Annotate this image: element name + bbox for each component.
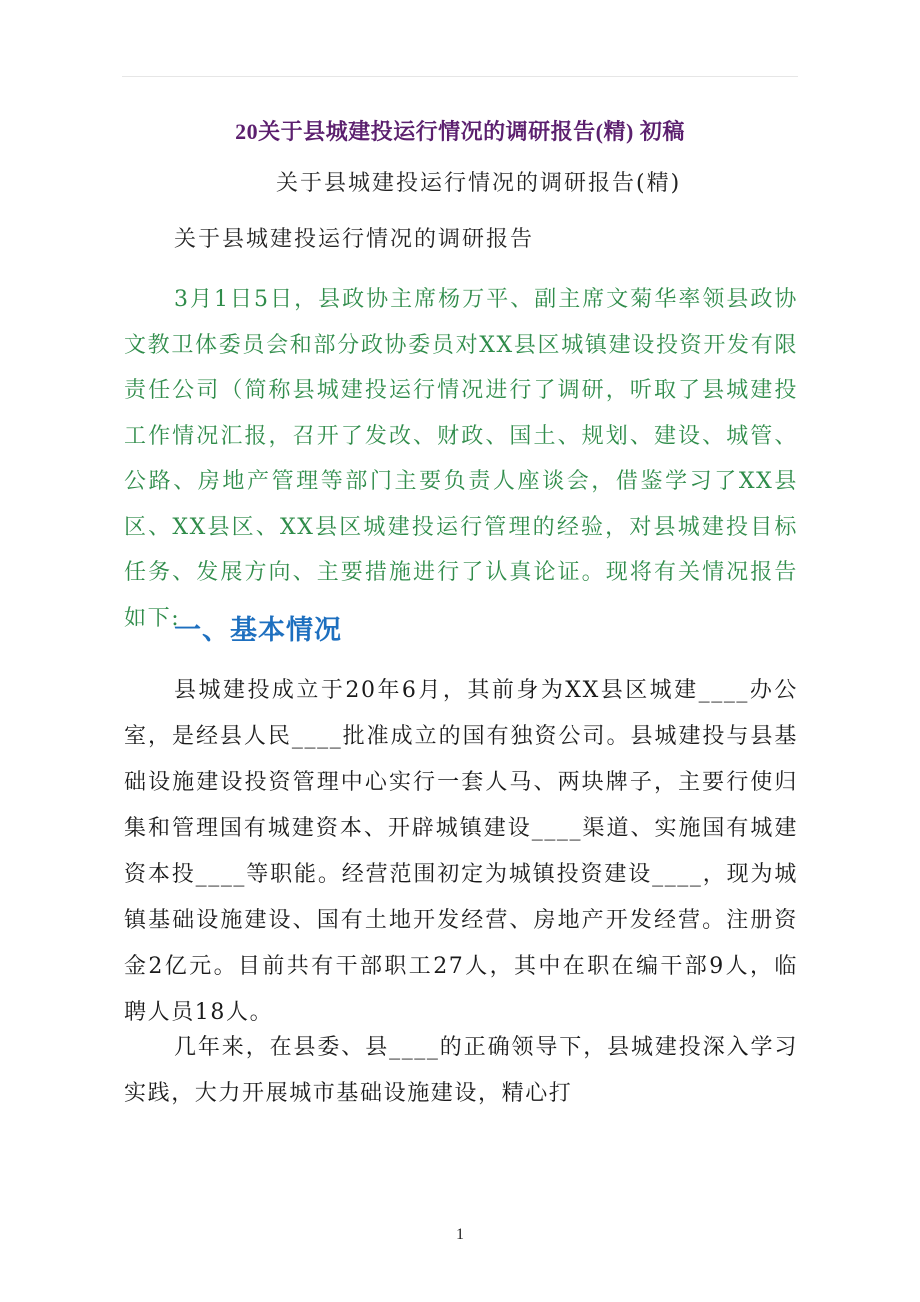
document-subtitle: 关于县城建投运行情况的调研报告(精)	[276, 171, 682, 196]
intro-paragraph: 3月1日5日，县政协主席杨万平、副主席文菊华率领县政协文教卫体委员会和部分政协委员对XX县区城镇建设投资开发有限责任公司（简称县城建投运行情况进行了调研，听取了县城建投工作情况汇报，召开了发改、财政、国土、规划、建设、城管、公路、房地产管理等部门主要负责人座谈会，借鉴学习了XX县区、XX县区、XX县区城建投运行管理的经验，对县城建投目标任务、发展方向、主要措施进行了认真论证。现将有关情况报告如下:	[124, 287, 798, 631]
report-heading: 关于县城建投运行情况的调研报告	[174, 227, 535, 252]
body-paragraph: 几年来，在县委、县____的正确领导下，县城建投深入学习实践，大力开展城市基础设施建设，精心打	[124, 1035, 798, 1106]
header-divider	[122, 76, 798, 77]
body-paragraph: 县城建投成立于20年6月，其前身为XX县区城建____办公室，是经县人民____批准成立的国有独资公司。县城建投与县基础设施建设投资管理中心实行一套人马、两块牌子，主要行使归集和管理国有城建资本、开辟城镇建设____渠道、实施国有城建资本投____等职能。经营范围初定为城镇投资建设____，现为城镇基础设施建设、国有土地开发经营、房地产开发经营。注册资金2亿元。目前共有干部职工27人，其中在职在编干部9人，临聘人员18人。	[124, 678, 798, 1025]
section-heading-basic-situation: 一、基本情况	[174, 615, 342, 646]
page-number: 1	[456, 1226, 464, 1243]
document-title: 20关于县城建投运行情况的调研报告(精) 初稿	[235, 119, 685, 144]
